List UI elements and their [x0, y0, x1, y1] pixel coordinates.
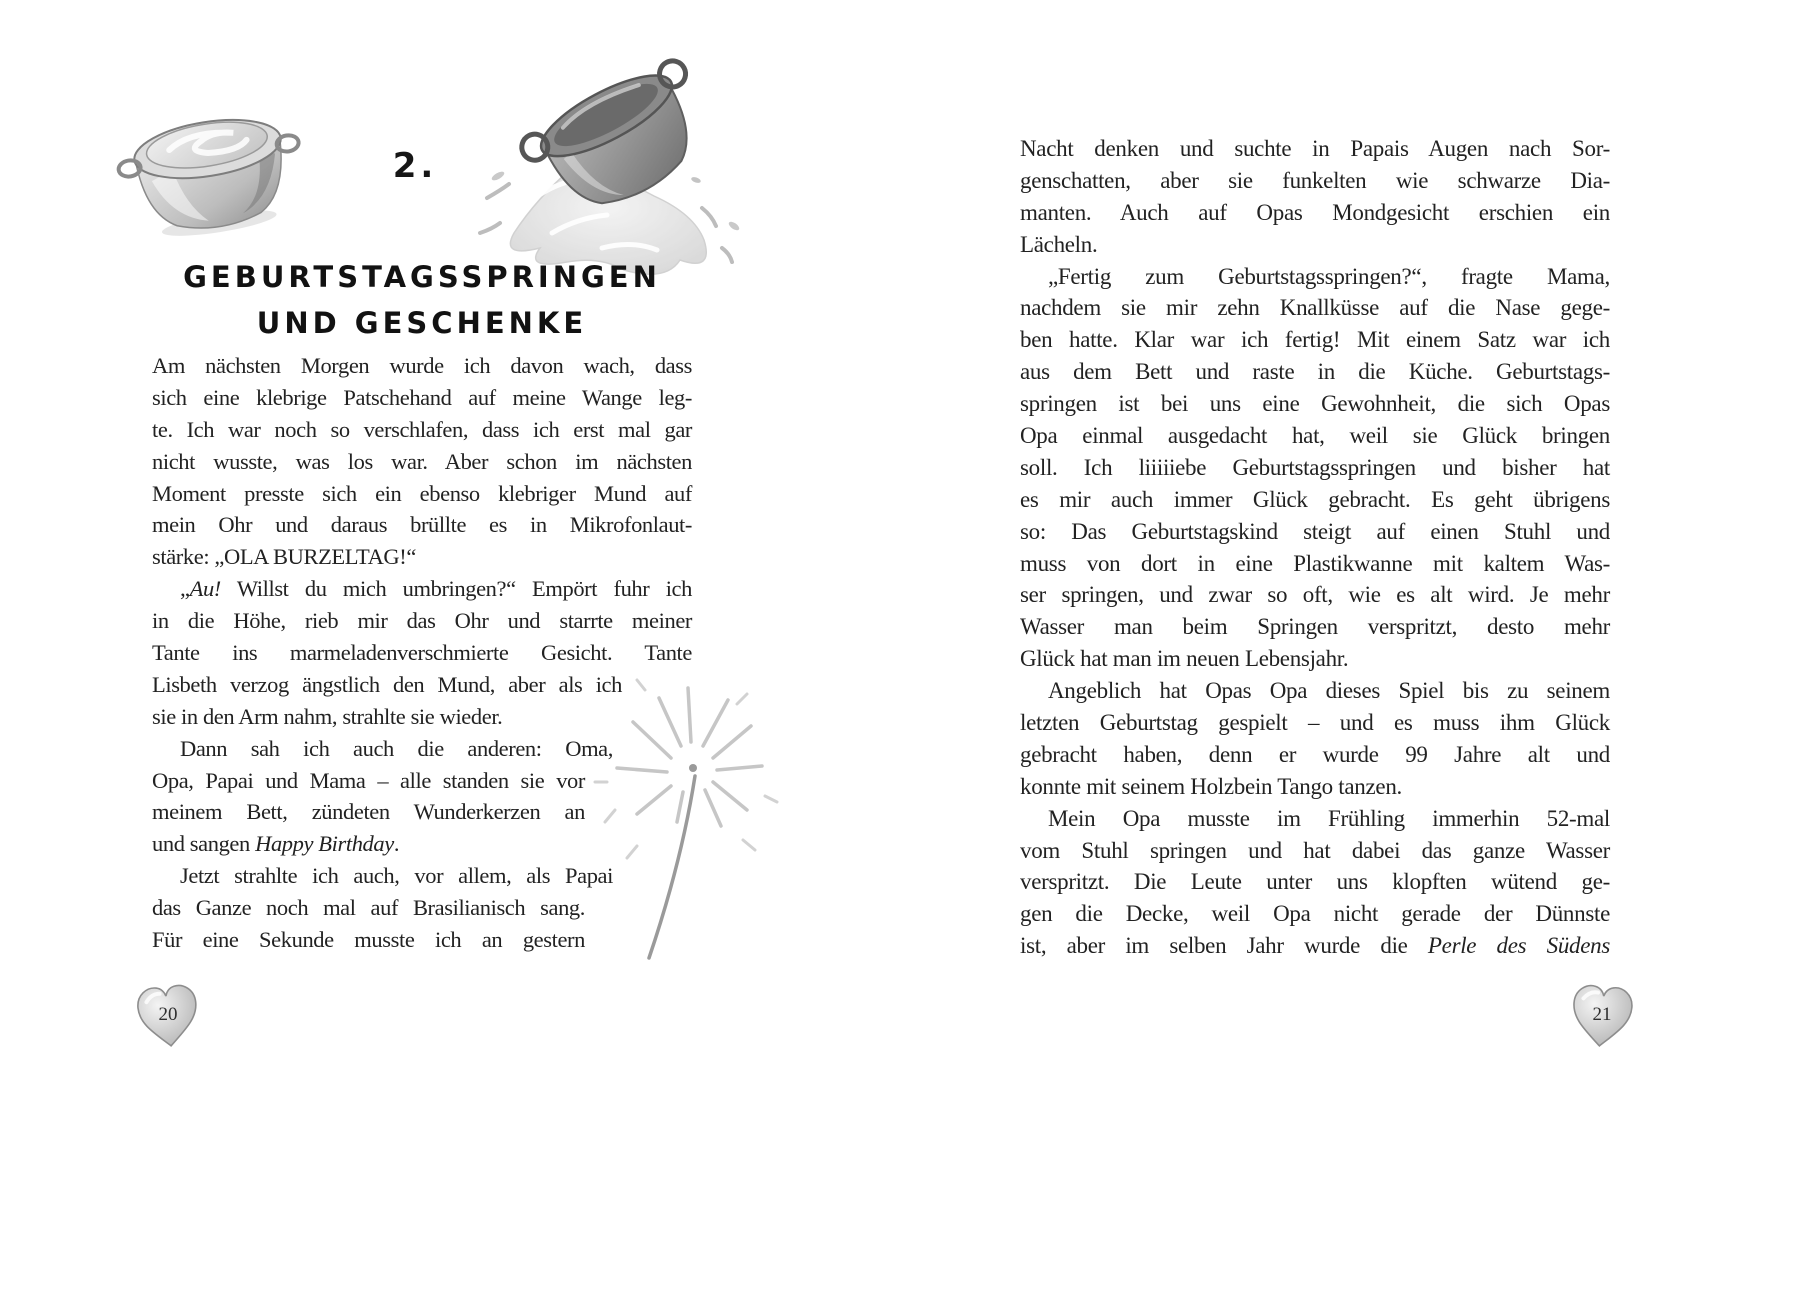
- right-page-body-text: [1020, 133, 1610, 962]
- text-line: nachdem sie mir zehn Knallküsse auf die Nase gege-: [1020, 295, 1610, 321]
- text-line: so: Das Geburtstagskind steigt auf einen Stuhl und: [1020, 518, 1610, 544]
- text-line: mein Ohr und daraus brüllte es in Mikrofonlaut-: [152, 512, 692, 538]
- text-line: genschatten, aber sie funkelten wie schwarze Dia-: [1020, 167, 1610, 193]
- text-line: sich eine klebrige Patschehand auf meine Wange leg-: [152, 384, 692, 410]
- text-line: manten. Auch auf Opas Mondgesicht erschien ein: [1020, 199, 1610, 225]
- text-line: gen die Decke, weil Opa nicht gerade der Dünnste: [1020, 901, 1610, 927]
- text-line: es mir auch immer Glück gebracht. Es geht übrigens: [1020, 486, 1610, 512]
- page-ornament-heart-right: [1566, 980, 1638, 1054]
- text-line: muss von dort in eine Plastikwanne mit kaltem Was-: [1020, 550, 1610, 576]
- text-line: Lisbeth verzog ängstlich den Mund, aber als ich: [152, 671, 622, 697]
- page-number-right: 21: [1592, 1004, 1612, 1025]
- text-line: Opa, Papai und Mama – alle standen sie vor: [152, 767, 585, 793]
- text-line: Moment presste sich ein ebenso klebriger Mund auf: [152, 480, 692, 506]
- text-line: Opa einmal ausgedacht hat, weil sie Glück bringen: [1020, 423, 1610, 449]
- text-line: konnte mit seinem Holzbein Tango tanzen.: [1020, 773, 1402, 799]
- text-line: sie in den Arm nahm, strahlte sie wieder.: [152, 703, 503, 729]
- text-line: Dann sah ich auch die anderen: Oma,: [180, 735, 613, 761]
- text-line: ist, aber im selben Jahr wurde die Perle des Südens: [1020, 933, 1610, 959]
- page-number-left: 20: [158, 1004, 178, 1025]
- page-ornament-heart-left: [132, 980, 204, 1054]
- left-page-body-text: [152, 350, 692, 956]
- text-line: meinem Bett, zündeten Wunderkerzen an: [152, 799, 585, 825]
- text-line: Angeblich hat Opas Opa dieses Spiel bis zu seinem: [1048, 678, 1610, 704]
- text-line: stärke: „OLA BURZELTAG!“: [152, 544, 416, 570]
- text-line: Mein Opa musste im Frühling immerhin 52-mal: [1048, 805, 1610, 831]
- chapter-title-line2: UND GESCHENKE: [256, 306, 588, 340]
- text-line: letzten Geburtstag gespielt – und es muss ihm Glück: [1020, 710, 1610, 736]
- text-line: in die Höhe, rieb mir das Ohr und starrte meiner: [152, 608, 692, 634]
- text-line: soll. Ich liiiiiebe Geburtstagsspringen und bisher hat: [1020, 454, 1610, 480]
- text-line: und sangen Happy Birthday.: [152, 831, 400, 857]
- pouring-pot-illustration: [452, 48, 772, 278]
- text-line: aus dem Bett und raste in die Küche. Geburtstags-: [1020, 359, 1610, 385]
- text-line: verspritzt. Die Leute unter uns klopften wütend ge-: [1020, 869, 1610, 895]
- text-line: Nacht denken und suchte in Papais Augen nach Sor-: [1020, 136, 1610, 161]
- text-line: nicht wusste, was los war. Aber schon im nächsten: [152, 448, 692, 474]
- chapter-title-line1: GEBURTSTAGSSPRINGEN: [183, 260, 661, 294]
- text-line: Glück hat man im neuen Lebensjahr.: [1020, 646, 1349, 672]
- text-line: Tante ins marmeladenverschmierte Gesicht. Tante: [152, 640, 692, 666]
- text-line: Jetzt strahlte ich auch, vor allem, als Papai: [180, 863, 613, 889]
- text-line: „Fertig zum Geburtstagsspringen?“, fragte Mama,: [1048, 263, 1610, 289]
- text-line: springen ist bei uns eine Gewohnheit, die sich Opas: [1020, 391, 1610, 417]
- text-line: Lächeln.: [1020, 231, 1098, 257]
- chapter-number: 2.: [392, 146, 438, 186]
- text-line: Am nächsten Morgen wurde ich davon wach, dass: [152, 353, 692, 378]
- chapter-title: [152, 254, 692, 346]
- text-line: Für eine Sekunde musste ich an gestern: [152, 927, 585, 953]
- text-line: ser springen, und zwar so oft, wie es alt wird. Je mehr: [1020, 582, 1610, 608]
- text-line: das Ganze noch mal auf Brasilianisch sang.: [152, 895, 585, 921]
- text-line: vom Stuhl springen und hat dabei das ganze Wasser: [1020, 837, 1610, 863]
- text-line: gebracht haben, denn er wurde 99 Jahre alt und: [1020, 741, 1610, 767]
- casserole-pot-illustration: [108, 52, 308, 247]
- text-line: „Au! Willst du mich umbringen?“ Empört fuhr ich: [180, 576, 692, 602]
- text-line: ben hatte. Klar war ich fertig! Mit einem Satz war ich: [1020, 327, 1610, 353]
- text-line: Wasser man beim Springen verspritzt, desto mehr: [1020, 614, 1610, 640]
- text-line: te. Ich war noch so verschlafen, dass ich erst mal gar: [152, 416, 692, 442]
